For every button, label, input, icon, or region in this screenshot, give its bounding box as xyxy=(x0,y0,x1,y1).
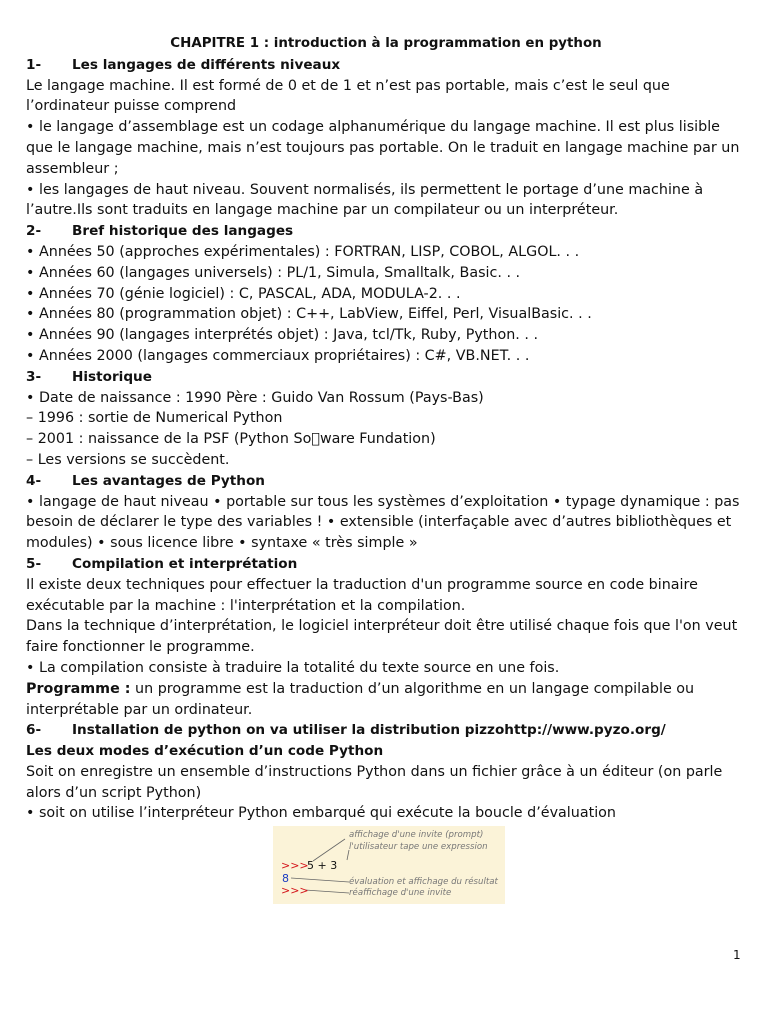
prompt-symbol: >>> xyxy=(281,884,309,897)
section-number: 4- xyxy=(26,472,42,489)
annotation: évaluation et affichage du résultat xyxy=(349,877,498,887)
paragraph: Il existe deux techniques pour effectuer la traduction d'un programme source en code binaire exécutable par la machine : l'interprétation et la compilation. xyxy=(26,576,698,614)
expression-text: 5 + 3 xyxy=(307,859,338,872)
section-title: Historique xyxy=(72,368,152,385)
python-repl-figure xyxy=(273,826,505,904)
paragraph: • langage de haut niveau • portable sur tous les systèmes d’exploitation • typage dynamique : pas besoin de déclarer le type des variables ! • extensible (interfaçable avec d’autres bibliothèques et modules) • sous licence libre • syntaxe « très simple » xyxy=(26,493,740,552)
section-number: 6- xyxy=(26,722,42,739)
arrow-line xyxy=(305,890,349,893)
list-item: – 2001 : naissance de la PSF (Python So ware Fundation) xyxy=(26,431,436,448)
paragraph: • soit on utilise l’interpréteur Python embarqué qui exécute la boucle d’évaluation xyxy=(26,805,616,822)
paragraph: Dans la technique d’interprétation, le logiciel interpréteur doit être utilisé chaque fois que l'on veut faire fonctionner le programme. xyxy=(26,618,738,656)
annotation: affichage d'une invite (prompt) xyxy=(349,830,484,840)
paragraph: • le langage d’assemblage est un codage alphanumérique du langage machine. Il est plus lisible que le langage machine, mais n’est toujours pas portable. On le traduit en langage machine par un assembleur ; xyxy=(26,119,740,177)
prompt-symbol: >>> xyxy=(281,859,309,872)
term-label: Programme : xyxy=(26,680,131,697)
paragraph: Soit on enregistre un ensemble d’instructions Python dans un fichier grâce à un éditeur (on parle alors d’un script Python) xyxy=(26,763,723,801)
section-title: Installation de python on va utiliser la distribution pizzohttp://www.pyzo.org/ xyxy=(72,722,666,739)
list-item: • Années 50 (approches expérimentales) : FORTRAN, LISP, COBOL, ALGOL. . . xyxy=(26,243,580,260)
section-6-heading xyxy=(26,720,740,741)
list-item: • Années 90 (langages interprétés objet) : Java, tcl/Tk, Ruby, Python. . . xyxy=(26,327,538,344)
list-item: • Années 2000 (langages commerciaux propriétaires) : C#, VB.NET. . . xyxy=(26,347,530,364)
list-item: • Années 60 (langages universels) : PL/1, Simula, Smalltalk, Basic. . . xyxy=(26,264,521,281)
paragraph: • La compilation consiste à traduire la totalité du texte source en une fois. xyxy=(26,659,560,676)
list-item: – Les versions se succèdent. xyxy=(26,451,230,468)
section-title: Les langages de différents niveaux xyxy=(72,56,341,73)
result-value: 8 xyxy=(282,872,289,885)
page-number: 1 xyxy=(733,948,741,962)
paragraph xyxy=(26,679,740,721)
section-2-heading xyxy=(26,221,740,242)
page-title: CHAPITRE 1 : introduction à la programmation en python xyxy=(170,36,602,51)
section-number: 2- xyxy=(26,223,42,240)
arrow-line xyxy=(313,839,345,861)
subheading: Les deux modes d’exécution d’un code Python xyxy=(26,743,384,760)
arrow-line xyxy=(291,878,349,882)
section-title: Les avantages de Python xyxy=(72,472,265,489)
annotation: l'utilisateur tape une expression xyxy=(349,842,488,852)
section-title: Compilation et interprétation xyxy=(72,555,298,572)
section-number: 5- xyxy=(26,555,42,572)
section-number: 3- xyxy=(26,368,42,385)
list-item: – 1996 : sortie de Numerical Python xyxy=(26,410,283,427)
list-item: • Années 80 (programmation objet) : C++, LabView, Eiffel, Perl, VisualBasic. . . xyxy=(26,306,592,323)
document-page xyxy=(26,34,740,824)
annotation: réaffichage d'une invite xyxy=(349,888,452,898)
list-item: • Années 70 (génie logiciel) : C, PASCAL, ADA, MODULA-2. . . xyxy=(26,285,461,302)
section-5-heading xyxy=(26,554,740,575)
section-3-heading xyxy=(26,367,740,388)
term-definition: un programme est la traduction d’un algorithme en un langage compilable ou interprétable par un ordinateur. xyxy=(26,680,695,718)
paragraph: • les langages de haut niveau. Souvent normalisés, ils permettent le portage d’une machine à l’autre.Ils sont traduits en langage machine par un compilateur ou un interpréteur. xyxy=(26,181,704,219)
paragraph: Le langage machine. Il est formé de 0 et de 1 et n’est pas portable, mais c’est le seul que l’ordinateur puisse comprend xyxy=(26,77,670,115)
list-item: • Date de naissance : 1990 Père : Guido Van Rossum (Pays-Bas) xyxy=(26,389,484,406)
section-number: 1- xyxy=(26,56,42,73)
section-title: Bref historique des langages xyxy=(72,223,294,240)
section-4-heading xyxy=(26,471,740,492)
section-1-heading xyxy=(26,55,740,76)
